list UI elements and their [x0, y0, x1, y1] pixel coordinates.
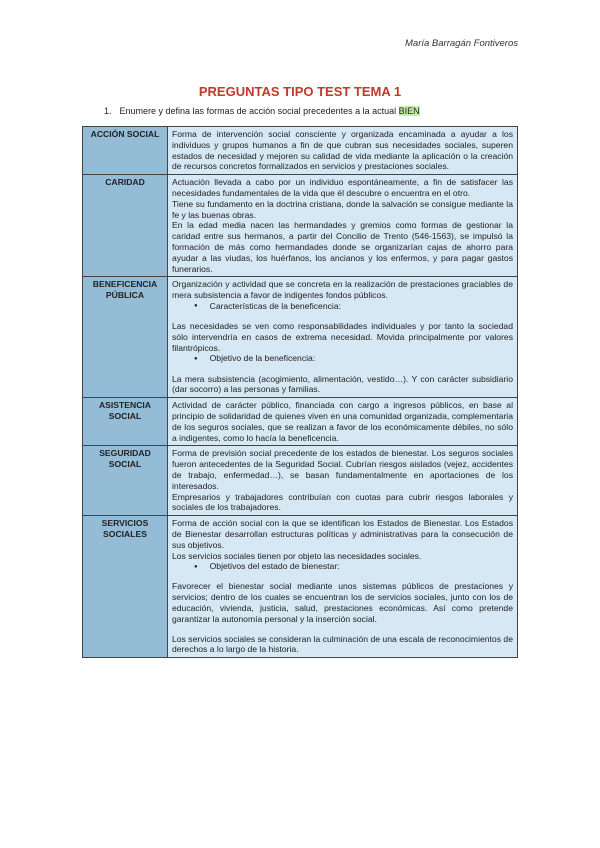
bullet-item: ● Características de la beneficencia: [194, 301, 513, 312]
row-paragraph: Los servicios sociales tienen por objeto las necesidades sociales. [172, 550, 422, 561]
table-row [83, 175, 518, 277]
table-row [83, 277, 518, 398]
row-label: BENEFICENCIA PÚBLICA [83, 277, 168, 398]
question-text: Enumere y defina las formas de acción social precedentes a la actual [119, 106, 399, 116]
spacer [172, 365, 513, 374]
row-paragraph: Forma de intervención social consciente y organizada encaminada a ayudar a los individuos y grupos humanos a fin de que cubran sus necesidades sociales, superen estados de necesidad y mejoren su calidad de vida mediante la aplicación o la creación de recursos concretos formalizados en servicios y prestaciones sociales. [172, 129, 513, 172]
row-paragraph: Tiene su fundamento en la doctrina cristiana, donde la salvación se consigue mediante la fe y las buenas obras. [172, 198, 513, 220]
spacer [172, 312, 513, 321]
row-paragraph: Organización y actividad que se concreta en la realización de prestaciones graciables de mera subsistencia a favor de indigentes fondos públicos. [172, 279, 513, 301]
row-content [168, 516, 518, 658]
row-label: CARIDAD [83, 175, 168, 277]
table-row [83, 446, 518, 516]
row-paragraph: Forma de previsión social precedente de los estados de bienestar. Los seguros sociales fueron antecedentes de la Seguridad Social. Cubrían riesgos aislados (vejez, accidentes de trabajo, enfermedad…), se basan fundamentalmente en aportaciones de los interesados. [172, 448, 513, 491]
row-label: SERVICIOS SOCIALES [83, 516, 168, 658]
row-content [168, 127, 518, 175]
question-line [104, 106, 420, 116]
row-content [168, 175, 518, 277]
row-label: SEGURIDAD SOCIAL [83, 446, 168, 516]
row-paragraph: Las necesidades se ven como responsabilidades individuales y por tanto la sociedad sólo intervendría en casos de extrema necesidad. Movida principalmente por valores filantrópicos. [172, 321, 513, 353]
row-content [168, 277, 518, 398]
spacer [172, 625, 513, 634]
bullet-item: ● Objetivos del estado de bienestar: [194, 561, 513, 572]
row-content [168, 446, 518, 516]
row-label: ASISTENCIA SOCIAL [83, 398, 168, 446]
table-row [83, 516, 518, 658]
row-paragraph: Empresarios y trabajadores contribuían con cuotas para cubrir riesgos laborales y sociales de los trabajadores. [172, 491, 513, 513]
bullet-item: ● Objetivo de la beneficencia: [194, 353, 513, 364]
author-name: María Barragán Fontiveros [405, 38, 518, 49]
table-row [83, 127, 518, 175]
question-number: 1. [104, 106, 112, 116]
row-paragraph: Actuación llevada a cabo por un individuo espontáneamente, a fin de satisfacer las necesidades fundamentales de la vida que él descubre o encuentra en el otro. [172, 177, 513, 198]
forms-table [82, 126, 518, 658]
row-paragraph: Favorecer el bienestar social mediante unos sistemas públicos de prestaciones y servicios; dentro de los cuales se encuentran los de servicios sociales, junto con los de educación, vivienda, justicia, salud, prestaciones económicas. Así como pretende garantizar la autonomía personal y la inserción social. [172, 581, 513, 624]
row-paragraph: En la edad media nacen las hermandades y gremios como formas de gestionar la caridad entre sus hermanos, a partir del Concilio de Trento (546-1563), se impulsó la formación de más como hermandades donde se organizarían cajas de ahorro para ayudar a las viudas, los huérfanos, los ancianos y los enfermos, y para pagar gastos funerarios. [172, 220, 513, 274]
row-paragraph: La mera subsistencia (acogimiento, alimentación, vestido…). Y con carácter subsidiario (dar socorro) a las personas y familias. [172, 373, 513, 395]
table-row [83, 398, 518, 446]
row-paragraph: Los servicios sociales se consideran la culminación de una escala de reconocimientos de derechos a lo largo de la historia. [172, 633, 513, 655]
highlighted-word: BIEN [398, 106, 420, 116]
page-title: PREGUNTAS TIPO TEST TEMA 1 [198, 84, 402, 99]
spacer [172, 572, 513, 581]
row-label: ACCIÓN SOCIAL [83, 127, 168, 175]
row-paragraph: Actividad de carácter público, financiada con cargo a ingresos públicos, en base al principio de solidaridad de quienes viven en una comunidad organizada, complementaria de los seguros sociales, que se realizan a favor de los económicamente débiles, no sólo a indigentes, como lo hacía la beneficencia. [172, 400, 513, 443]
row-content [168, 398, 518, 446]
row-paragraph: Forma de acción social con la que se identifican los Estados de Bienestar. Los Estados de Bienestar desarrollan estructuras políticas y administrativas para la consecución de sus objetivos. [172, 518, 513, 550]
